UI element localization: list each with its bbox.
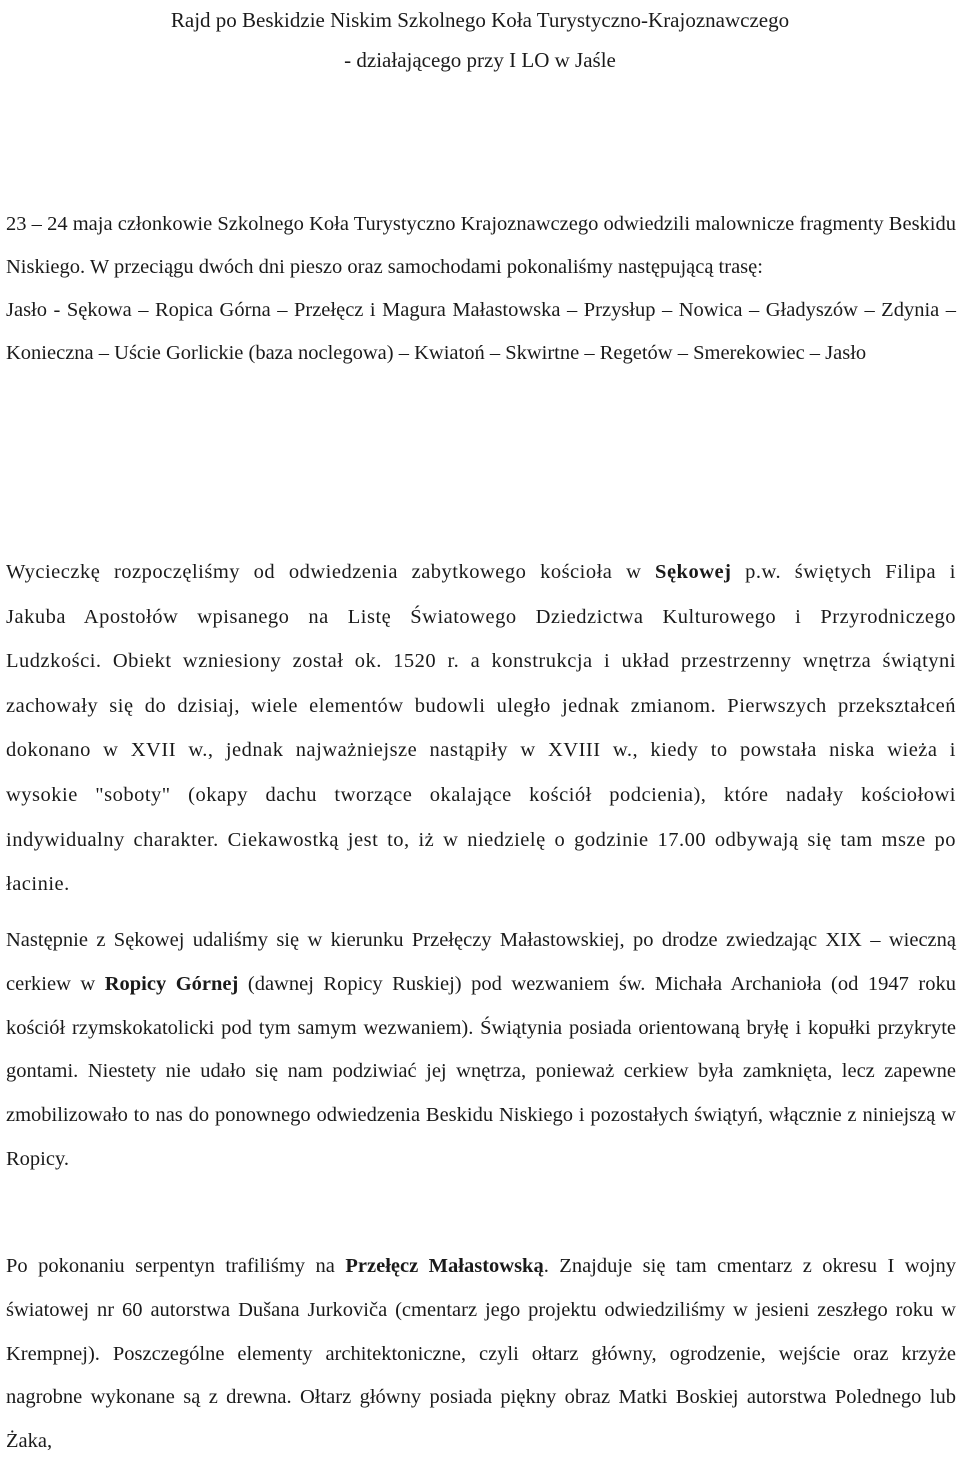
ropica-before: Następnie z Sękowej udaliśmy się w kierunku Przełęczy Małastowskiej, po drodze zwiedzając XIX – wieczną cerkiew w [6,929,956,995]
przelecz-after: . Znajduje się tam cmentarz z okresu I wojny światowej nr 60 autorstwa Dušana Jurkoviča (cmentarz jego projektu odwiedziliśmy w jesieni zeszłego roku w Krempnej). Poszczególne elementy architektoniczne, czyli ołtarz główny, ogrodzenie, wejście oraz krzyże nagrobne wykonane są z drewna. Ołtarz główny posiada piękny obraz Matki Boskiej autorstwa Polednego lub Żaka, [6,1255,957,1453]
header-title: Rajd po Beskidzie Niskim Szkolnego Koła Turystyczno-Krajoznawczego [170,8,790,32]
przelecz-bold: Przełęcz Małastowską [345,1255,544,1277]
ropica-paragraph [6,919,956,1182]
ropica-after: (dawnej Ropicy Ruskiej) pod wezwaniem św. Michała Archanioła (od 1947 roku kościół rzymskokatolicki pod tym samym wezwaniem). Świątynia posiada orientowaną bryłę i kopułki przykryte gontami. Niestety nie udało się nam podziwiać jej wnętrza, ponieważ cerkiew była zamknięta, lecz zapewne zmobilizowało to nas do ponownego odwiedzenia Beskidu Niskiego i pozostałych świątyń, włącznie z niniejszą w Ropicy. [6,972,956,1170]
intro-text: 23 – 24 maja członkowie Szkolnego Koła Turystyczno Krajoznawczego odwiedzili malownicze fragmenty Beskidu Niskiego. W przeciągu dwóch dni pieszo oraz samochodami pokonaliśmy następującą trasę: [6,213,956,278]
sekowa-before: Wycieczkę rozpoczęliśmy od odwiedzenia zabytkowego kościoła w [6,561,656,583]
sekowa-bold: Sękowej [655,561,732,583]
sekowa-after: p.w. świętych Filipa i Jakuba Apostołów wpisanego na Listę Światowego Dziedzictwa Kulturowego i Przyrodniczego Ludzkości. Obiekt wzniesiony został ok. 1520 r. a konstrukcja i układ przestrzenny wnętrza świątyni zachowały się do dzisiaj, wiele elementów budowli uległo jednak zmianom. Pierwszych przekształceń dokonano w XVII w., jednak najważniejsze nastąpiły w XVIII w., kiedy to powstała niska wieża i wysokie "soboty" (okapy dachu tworzące okalające kościół podcienia), które nadały kościołowi indywidualny charakter. Ciekawostką jest to, iż w niedzielę o godzinie 17.00 odbywają się tam msze po łacinie. [6,561,956,896]
header-subtitle: - działającego przy I LO w Jaśle [344,48,616,72]
document-header [0,0,960,80]
intro-paragraph [6,203,956,375]
przelecz-paragraph [6,1245,956,1464]
ropica-bold: Ropicy Górnej [104,972,239,995]
route-text: Jasło - Sękowa – Ropica Górna – Przełęcz i Magura Małastowska – Przysłup – Nowica – Gładyszów – Zdynia – Konieczna – Uście Gorlickie (baza noclegowa) – Kwiatoń – Skwirtne – Regetów – Smerekowiec – Jasło [6,299,956,364]
sekowa-paragraph [6,550,956,907]
przelecz-before: Po pokonaniu serpentyn trafiliśmy na [6,1255,346,1277]
